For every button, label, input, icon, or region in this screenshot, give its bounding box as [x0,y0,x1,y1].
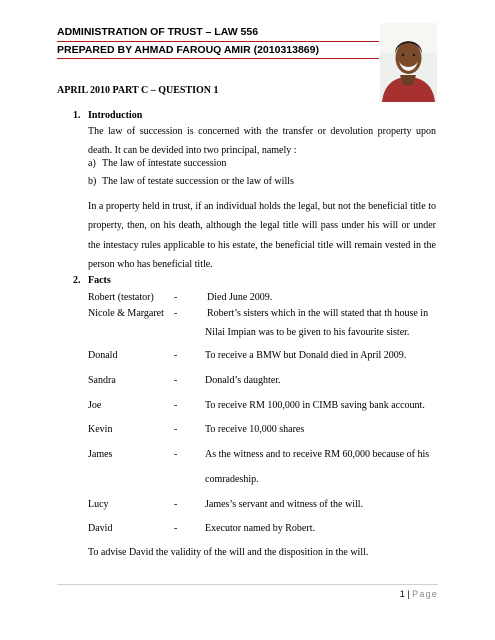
question-heading: APRIL 2010 PART C – QUESTION 1 [57,85,219,96]
fact-description: To receive RM 100,000 in CIMB saving bank account. [205,400,425,411]
fact-description: To receive 10,000 shares [205,424,305,435]
page-footer [400,589,438,599]
fact-row [88,523,438,537]
section-number-intro: 1. [73,110,81,121]
fact-row-continued [88,474,438,488]
page-number: 1 [399,589,405,599]
fact-row [88,292,438,306]
fact-dash: - [174,350,178,361]
fact-party-name: David [88,523,113,534]
intro-item-a-label: a) [88,158,96,169]
intro-item-a-text: The law of intestate succession [102,158,227,169]
footer-divider [57,584,438,585]
fact-dash: - [174,375,178,386]
footer-separator: | [407,589,410,599]
section-number-facts: 2. [73,275,81,286]
fact-dash: - [174,424,178,435]
fact-row [88,499,438,513]
fact-description: To receive a BMW but Donald died in April 2009. [205,350,407,361]
fact-dash: - [174,499,178,510]
fact-description-continued: Nilai Impian was to be given to his favourite sister. [205,327,410,338]
fact-row [88,308,438,322]
fact-description: As the witness and to receive RM 60,000 because of his [205,449,430,460]
fact-row-continued [88,327,438,341]
fact-description: Died June 2009. [207,292,273,303]
author-portrait-image [380,23,437,102]
fact-party-name: Donald [88,350,118,361]
fact-row [88,449,438,463]
fact-description: Donald’s daughter. [205,375,281,386]
fact-description-continued: comradeship. [205,474,259,485]
fact-party-name: James [88,449,113,460]
header-author: PREPARED BY AHMAD FAROUQ AMIR (2010313869) [57,44,319,56]
fact-dash: - [174,523,178,534]
fact-dash: - [174,400,178,411]
header-course-title: ADMINISTRATION OF TRUST – LAW 556 [57,26,259,38]
section-title-facts: Facts [88,275,111,286]
fact-dash: - [174,292,178,303]
fact-description: James’s servant and witness of the will. [205,499,364,510]
intro-paragraph-1: The law of succession is concerned with the transfer or devolution property upon death. It can be devided into two principal, namely : [88,126,436,157]
fact-party-name: Robert (testator) [88,292,154,303]
intro-paragraph-2: In a property held in trust, if an individual holds the legal, but not the beneficial title to property, then, on his death, although the legal title will pass under his will or under the intestacy rules applicable to his estate, the beneficial title will remain vested in the person who has beneficial title. [88,201,436,271]
fact-party-name: Joe [88,400,102,411]
intro-item-b-label: b) [88,176,97,187]
fact-row [88,424,438,438]
fact-dash: - [174,308,178,319]
fact-row [88,375,438,389]
facts-closing-statement: To advise David the validity of the will and the disposition in the will. [88,547,369,558]
fact-row [88,350,438,364]
fact-party-name: Nicole & Margaret [88,308,164,319]
section-title-intro: Introduction [88,110,143,121]
page-label: Page [412,589,438,599]
fact-row [88,400,438,414]
fact-dash: - [174,449,178,460]
header-rule-bottom [57,58,379,59]
fact-description: Executor named by Robert. [205,523,315,534]
intro-item-b-text: The law of testate succession or the law of wills [102,176,294,187]
fact-description: Robert’s sisters which in the will stated that th house in [207,308,429,319]
fact-party-name: Lucy [88,499,109,510]
header-rule-top [57,41,379,42]
fact-party-name: Sandra [88,375,116,386]
author-photo [380,23,437,102]
fact-party-name: Kevin [88,424,113,435]
